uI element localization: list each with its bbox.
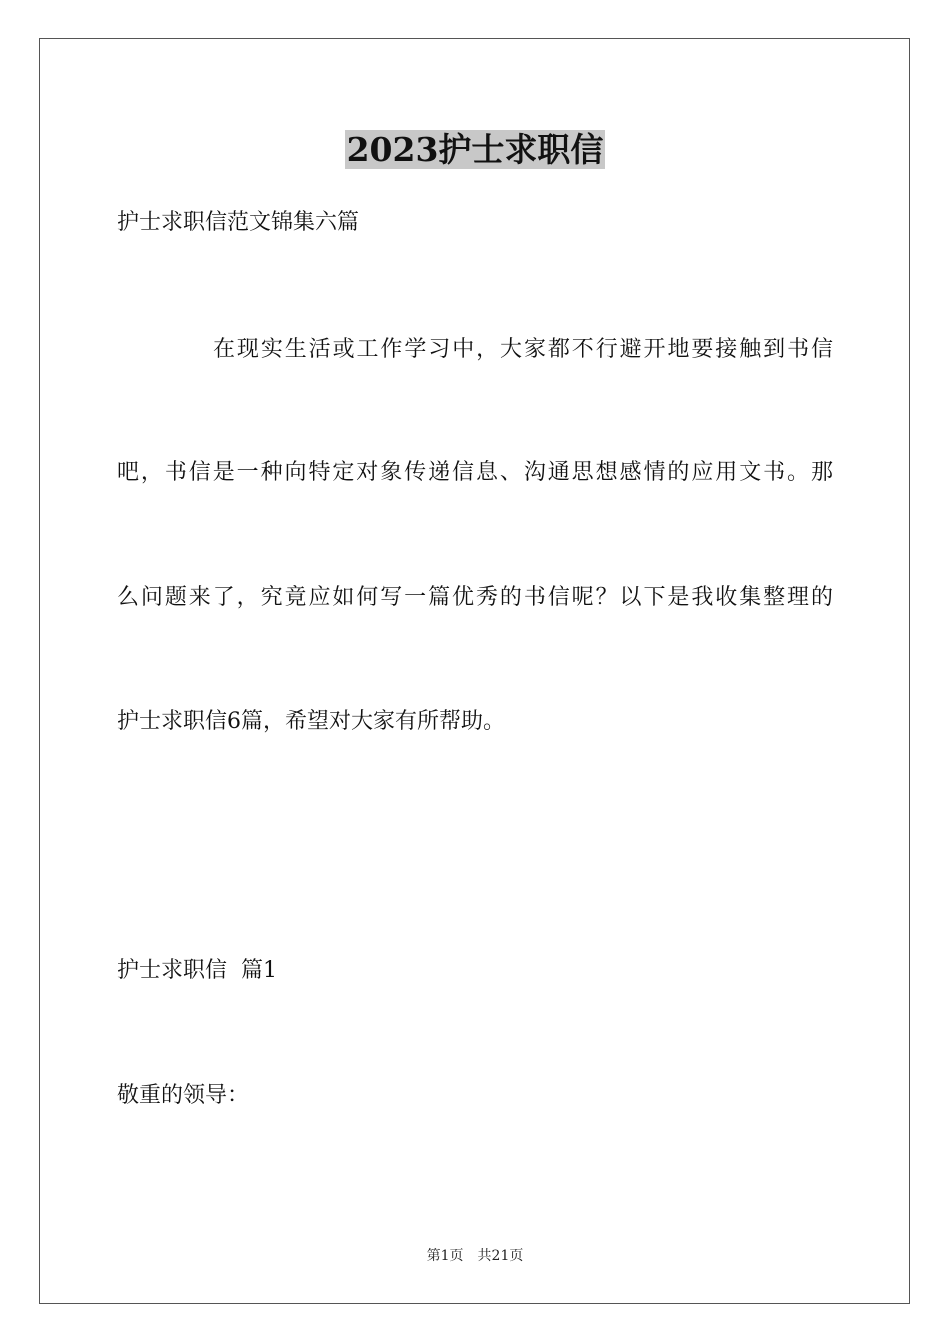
document-title <box>0 128 950 172</box>
intro-line-2: 吧，书信是一种向特定对象传递信息、沟通思想感情的应用文书。那 <box>117 460 833 485</box>
page-footer: 第1页 共21页 <box>426 1248 524 1264</box>
salutation: 敬重的领导： <box>117 1083 250 1108</box>
title-highlight: 2023护士求职信 <box>346 130 604 169</box>
document-subtitle: 护士求职信范文锦集六篇 <box>117 210 360 235</box>
section-heading: 护士求职信 篇1 <box>117 958 277 983</box>
intro-line-1: 在现实生活或工作学习中，大家都不行避开地要接触到书信 <box>213 337 833 362</box>
intro-line-4: 护士求职信6篇，希望对大家有所帮助。 <box>117 709 505 734</box>
intro-line-3: 么问题来了，究竟应如何写一篇优秀的书信呢？以下是我收集整理的 <box>117 585 833 610</box>
